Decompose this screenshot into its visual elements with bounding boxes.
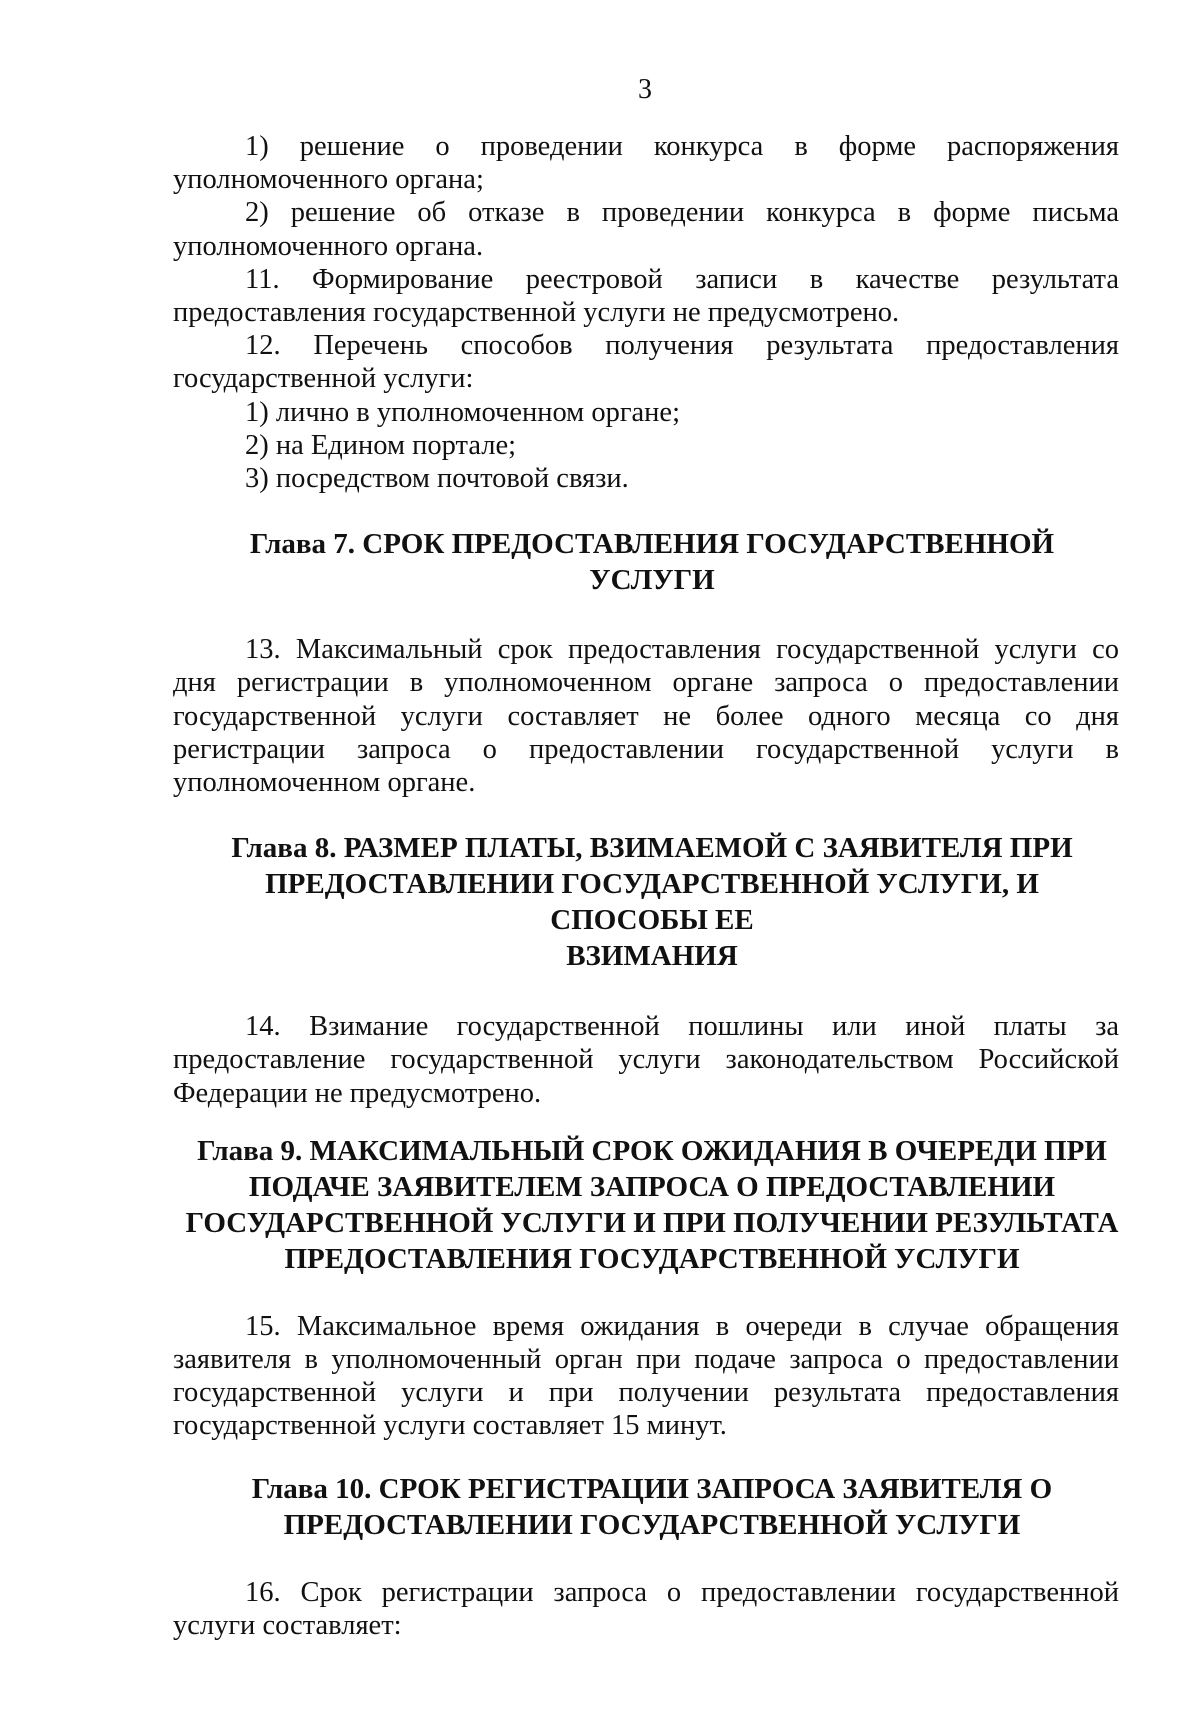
chapter-8-title-line: ВЗИМАНИЯ xyxy=(566,940,738,973)
chapter-9-title-line: ГОСУДАРСТВЕННОЙ УСЛУГИ И ПРИ ПОЛУЧЕНИИ РЕЗУЛЬТАТА xyxy=(185,1206,1119,1239)
document-body xyxy=(173,130,1119,1642)
chapter-7-title: Глава 7. СРОК ПРЕДОСТАВЛЕНИЯ ГОСУДАРСТВЕННОЙ УСЛУГИ xyxy=(249,528,1055,597)
clause-14: 14. Взимание государственной пошлины или иной платы за предоставление государственной услуги законодательством Российской Федерации не предусмотрено. xyxy=(173,1011,1119,1109)
chapter-10-title-line: ПРЕДОСТАВЛЕНИИ ГОСУДАРСТВЕННОЙ УСЛУГИ xyxy=(283,1508,1021,1541)
list-item-portal: 2) на Едином портале; xyxy=(245,429,517,461)
chapter-9-title-line: ПОДАЧЕ ЗАЯВИТЕЛЕМ ЗАПРОСА О ПРЕДОСТАВЛЕНИИ xyxy=(248,1170,1056,1203)
clause-16: 16. Срок регистрации запроса о предоставлении государственной услуги составляет: xyxy=(173,1576,1119,1641)
list-item-decision-contest: 1) решение о проведении конкурса в форме распоряжения уполномоченного органа; xyxy=(173,131,1119,196)
chapter-9-title-line: ПРЕДОСТАВЛЕНИЯ ГОСУДАРСТВЕННОЙ УСЛУГИ xyxy=(284,1242,1020,1275)
clause-12: 12. Перечень способов получения результата предоставления государственной услуги: xyxy=(173,330,1119,395)
chapter-9-title-line: Глава 9. МАКСИМАЛЬНЫЙ СРОК ОЖИДАНИЯ В ОЧЕРЕДИ ПРИ xyxy=(197,1134,1107,1167)
clause-13: 13. Максимальный срок предоставления государственной услуги со дня регистрации в уполномоченном органе запроса о предоставлении государственной услуги составляет не более одного месяца со дня регистрации запроса о предоставлении государственной услуги в уполномоченном органе. xyxy=(173,634,1119,799)
chapter-10-title xyxy=(173,1471,1119,1543)
clause-11: 11. Формирование реестровой записи в качестве результата предоставления государственной услуги не предусмотрено. xyxy=(173,263,1119,329)
chapter-9-title xyxy=(173,1133,1119,1277)
list-item-post: 3) посредством почтовой связи. xyxy=(245,463,629,495)
list-item-in-person: 1) лично в уполномоченном органе; xyxy=(245,396,681,428)
clause-15: 15. Максимальное время ожидания в очереди в случае обращения заявителя в уполномоченный орган при подаче запроса о предоставлении государственной услуги и при получении результата предоставления государственной услуги составляет 15 минут. xyxy=(173,1310,1119,1442)
page-number: 3 xyxy=(638,74,652,105)
chapter-10-title-line: Глава 10. СРОК РЕГИСТРАЦИИ ЗАПРОСА ЗАЯВИТЕЛЯ О xyxy=(251,1472,1053,1505)
chapter-8-title xyxy=(173,830,1119,974)
list-item-decision-refusal: 2) решение об отказе в проведении конкурса в форме письма уполномоченного органа. xyxy=(173,197,1119,262)
chapter-8-title-line: Глава 8. РАЗМЕР ПЛАТЫ, ВЗИМАЕМОЙ С ЗАЯВИТЕЛЯ ПРИ xyxy=(231,832,1073,865)
chapter-8-title-line: ПРЕДОСТАВЛЕНИИ ГОСУДАРСТВЕННОЙ УСЛУГИ, И СПОСОБЫ ЕЕ xyxy=(265,868,1039,937)
